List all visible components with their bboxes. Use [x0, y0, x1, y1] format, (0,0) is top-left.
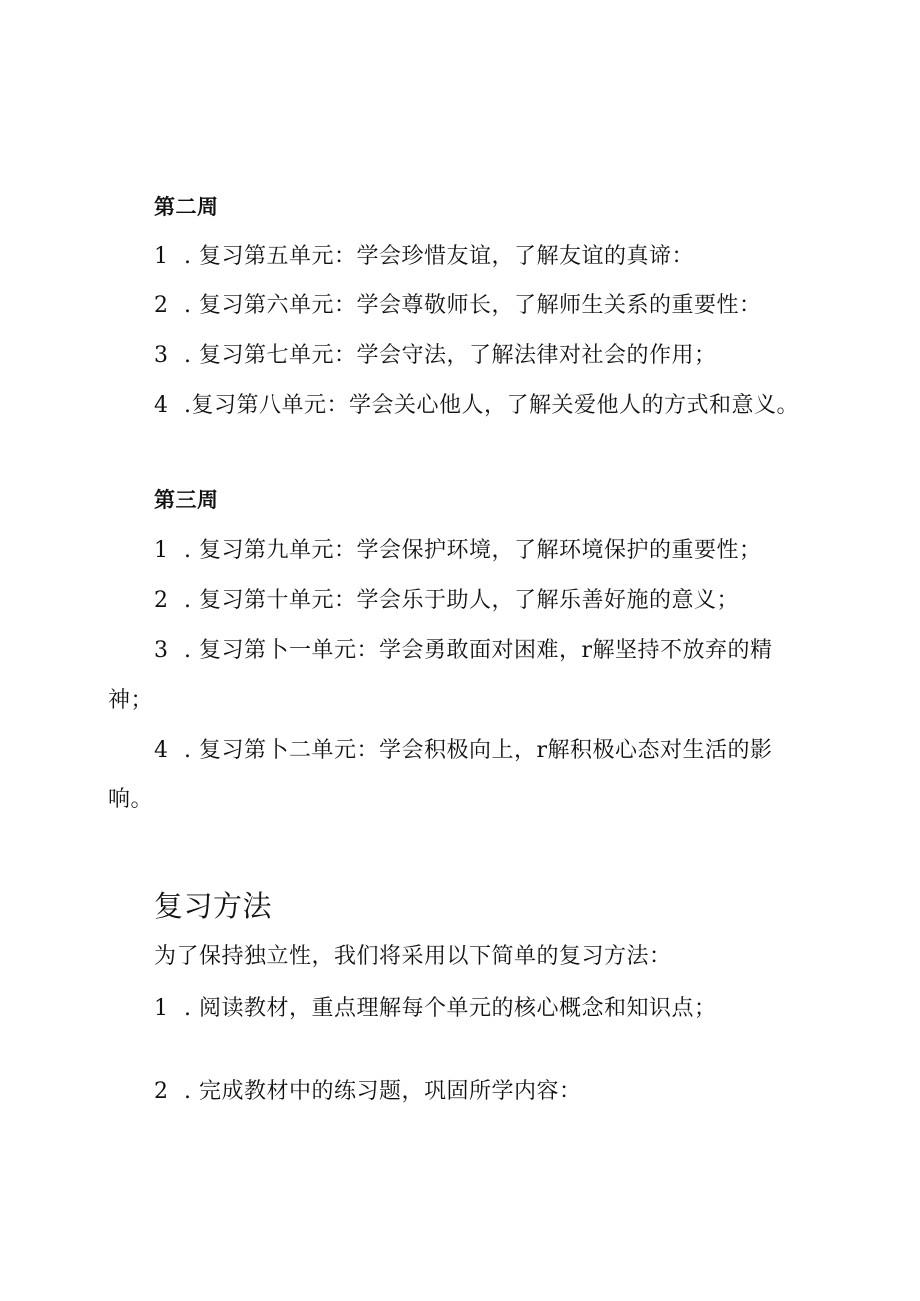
week-3-item-2	[154, 586, 739, 616]
methods-intro: 为了保持独立性，我们将采用以下简单的复习方法：	[154, 944, 672, 969]
week-2-item-1	[154, 242, 694, 272]
week-3-item-4-continuation: 响。	[108, 787, 154, 812]
item-number: 2	[154, 1079, 169, 1104]
item-number: 1	[154, 538, 169, 563]
item-text: . 阅读教材，重点理解每个单元的核心概念和知识点；	[184, 996, 717, 1021]
item-number: 2	[154, 588, 169, 613]
week-3-item-3-continuation: 神；	[108, 688, 154, 713]
item-number: 1	[154, 244, 169, 269]
week-2-heading: 第二周	[154, 195, 219, 219]
week-3-heading: 第三周	[154, 488, 219, 512]
item-text: . 复习第七单元：学会守法，了解法律对社会的作用；	[184, 343, 717, 368]
item-number: 2	[154, 293, 169, 318]
item-number: 4	[154, 738, 169, 763]
week-3-item-4	[154, 736, 773, 766]
item-text: . 复习第十单元：学会乐于助人，了解乐善好施的意义；	[184, 588, 739, 613]
item-text: . 复习第九单元：学会保护环境，了解环境保护的重要性；	[184, 538, 762, 563]
item-text: . 复习第五单元：学会珍惜友谊，了解友谊的真谛：	[184, 244, 694, 269]
week-3-item-1	[154, 536, 762, 566]
methods-item-1	[154, 994, 717, 1024]
item-text: . 复习第卜二单元：学会积极向上，r解积极心态对生活的影	[184, 738, 773, 763]
methods-heading: 复习方法	[154, 889, 273, 923]
item-text: . 完成教材中的练习题，巩固所学内容：	[184, 1079, 582, 1104]
week-2-item-2	[154, 291, 762, 321]
week-3-item-3	[154, 636, 773, 666]
methods-item-2	[154, 1077, 582, 1107]
item-text: . 复习第六单元：学会尊敬师长，了解师生关系的重要性：	[184, 293, 762, 318]
item-text: . 复习第卜一单元：学会勇敢面对困难，r解坚持不放弃的精	[184, 638, 773, 663]
item-text: .复习第八单元：学会关心他人，了解关爱他人的方式和意义。	[184, 393, 799, 418]
item-number: 4	[154, 393, 169, 418]
week-2-item-4	[154, 391, 799, 421]
item-number: 3	[154, 343, 169, 368]
week-2-item-3	[154, 341, 717, 371]
item-number: 1	[154, 996, 169, 1021]
item-number: 3	[154, 638, 169, 663]
